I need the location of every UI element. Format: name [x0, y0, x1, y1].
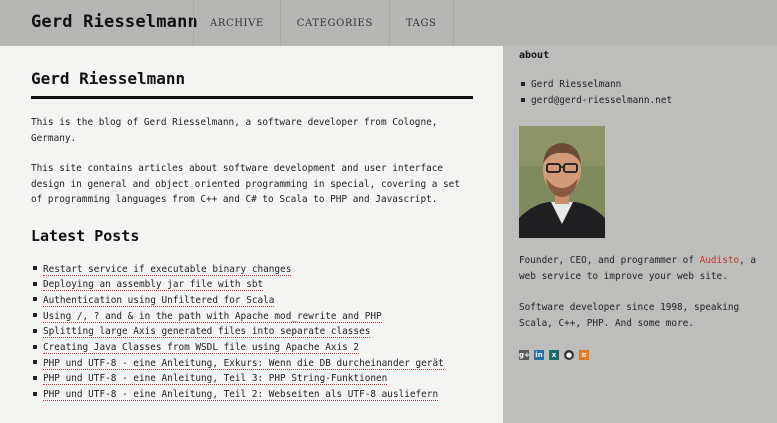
list-item: [31, 340, 473, 356]
title-divider: [31, 96, 473, 99]
bio-text: Founder, CEO, and programmer of: [519, 255, 700, 266]
page-title: Gerd Riesselmann: [31, 69, 186, 88]
google-plus-icon[interactable]: g+: [519, 351, 530, 359]
list-item: [31, 324, 473, 340]
audisto-link[interactable]: Audisto: [699, 255, 740, 266]
contact-list: [519, 77, 769, 109]
bullet-icon: [33, 313, 37, 317]
contact-email[interactable]: gerd@gerd-riesselmann.net: [531, 95, 673, 106]
nav-categories[interactable]: CATEGORIES: [280, 0, 389, 46]
list-item: [31, 387, 473, 403]
linkedin-icon[interactable]: in: [535, 351, 543, 359]
bullet-icon: [33, 376, 37, 380]
bullet-icon: [33, 329, 37, 333]
post-link[interactable]: Authentication using Unfiltered for Scala: [43, 294, 275, 306]
post-link[interactable]: PHP und UTF-8 - eine Anleitung, Teil 3: PHP String-Funktionen: [43, 373, 388, 385]
post-link[interactable]: Splitting large Axis generated files into separate classes: [43, 326, 371, 338]
sidebar-heading: about: [519, 50, 550, 61]
sidebar: [519, 49, 769, 360]
list-item: [31, 293, 473, 309]
list-item: [31, 356, 473, 372]
bullet-icon: [33, 345, 37, 349]
list-item: [519, 77, 769, 93]
site-header: [0, 0, 777, 46]
nav-archive[interactable]: ARCHIVE: [193, 0, 280, 46]
xing-icon[interactable]: x: [549, 350, 559, 360]
author-photo: [519, 126, 605, 238]
site-title[interactable]: Gerd Riesselmann: [31, 12, 198, 32]
bio-text-rest: , a web service to improve your web site.: [519, 255, 757, 282]
nav-tags[interactable]: TAGS: [389, 0, 454, 46]
main-content: [0, 46, 503, 423]
post-link[interactable]: PHP und UTF-8 - eine Anleitung, Teil 2: Webseiten als UTF-8 ausliefern: [43, 389, 439, 401]
latest-posts-heading: Latest Posts: [31, 226, 140, 245]
bullet-icon: [521, 82, 525, 86]
list-item: [519, 93, 769, 109]
latest-posts-list: [31, 262, 473, 403]
intro-paragraph: This is the blog of Gerd Riesselmann, a software developer from Cologne, Germany.: [31, 117, 438, 144]
contact-name: Gerd Riesselmann: [531, 79, 622, 90]
social-links: [519, 350, 769, 360]
post-link[interactable]: Creating Java Classes from WSDL file using Apache Axis 2: [43, 342, 360, 354]
bio-paragraph: [519, 253, 769, 285]
post-link[interactable]: Deploying an assembly jar file with sbt: [43, 279, 264, 291]
bullet-icon: [33, 282, 37, 286]
bullet-icon: [521, 98, 525, 102]
post-link[interactable]: Restart service if executable binary changes: [43, 263, 292, 275]
skills-paragraph: Software developer since 1998, speaking Scala, C++, PHP. And some more.: [519, 302, 740, 329]
list-item: [31, 262, 473, 278]
rss-icon[interactable]: ≋: [579, 350, 589, 360]
bullet-icon: [33, 297, 37, 301]
bullet-icon: [33, 266, 37, 270]
main-nav: [193, 0, 454, 46]
portrait-image: [519, 126, 605, 238]
github-icon[interactable]: ●: [565, 351, 573, 359]
bullet-icon: [33, 392, 37, 396]
list-item: [31, 277, 473, 293]
post-link[interactable]: PHP und UTF-8 - eine Anleitung, Exkurs: Wenn die DB durcheinander gerät: [43, 357, 444, 369]
post-link[interactable]: Using /, ? and & in the path with Apache mod_rewrite and PHP: [43, 310, 382, 322]
list-item: [31, 371, 473, 387]
about-site-paragraph: This site contains articles about software development and user interface design in general and object oriented programming in special, covering a set of programming languages from C++ and C# to Scala to PHP and Javascript.: [31, 163, 460, 205]
list-item: [31, 309, 473, 325]
bullet-icon: [33, 360, 37, 364]
